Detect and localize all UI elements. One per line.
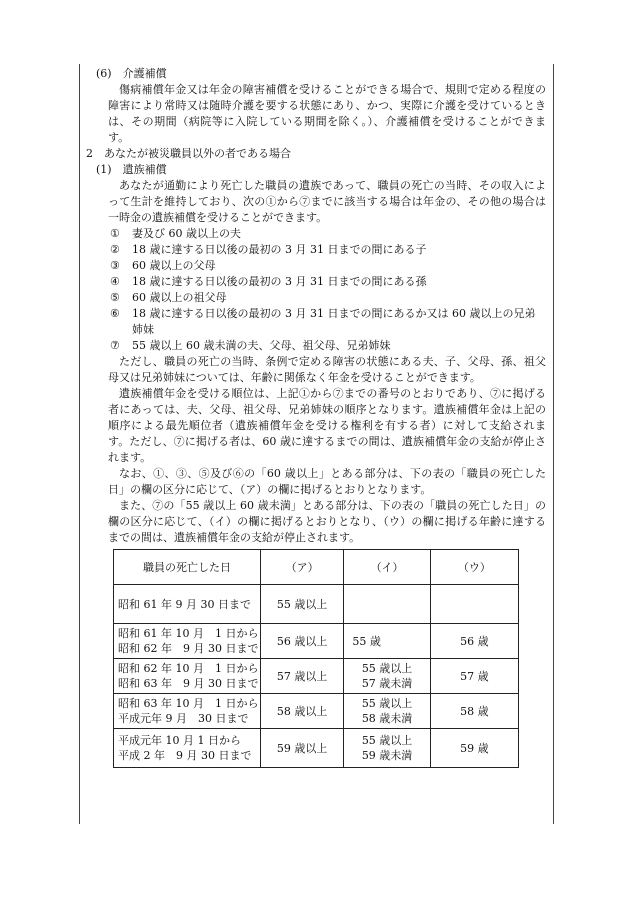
cell-i [344,694,430,729]
table-row [114,694,519,729]
item-text: 妻及び 60 歳以上の夫 [132,227,241,240]
list-item [86,290,546,306]
item-number: ⑦ [110,339,120,352]
table-row [114,624,519,659]
date-line-1: 平成元年 10 月 1 日から [118,734,241,747]
header-a: （ア） [260,550,343,585]
item-number: ⑥ [110,307,120,320]
date-line-2: 昭和 63 年 9 月 30 日まで [118,677,259,690]
item-text: 18 歳に達する日以後の最初の 3 月 31 日までの間にある子 [132,243,427,256]
list-item [86,242,546,258]
date-line-1: 昭和 62 年 10 月 1 日から [118,662,259,675]
cell-i: 55 歳 [344,624,430,659]
cell-u: 58 歳 [430,694,518,729]
cell-date [114,659,261,694]
document-body [86,66,546,546]
cell-i-line-1: 55 歳以上 [361,662,413,675]
cell-i-line-2: 58 歳未満 [361,712,413,725]
item-number: ④ [110,275,120,288]
list-item [86,338,546,354]
date-line-2: 平成元年 9 月 30 日まで [118,712,249,725]
item-text: 18 歳に達する日以後の最初の 3 月 31 日までの間にある孫 [132,275,427,288]
item-text: 60 歳以上の父母 [132,259,216,272]
date-line-1: 昭和 63 年 10 月 1 日から [118,697,259,710]
cell-i-line-1: 55 歳以上 [361,734,413,747]
header-death-date: 職員の死亡した日 [114,550,261,585]
paragraph-note-b: また、⑦の「55 歳以上 60 歳未満」とある部分は、下の表の「職員の死亡した日」の欄の区分に応じて、（イ）の欄に掲げるとおりとなり、（ウ）の欄に掲げる年齢に達するまでの間は、遺族補償年金の支給が停止されます。 [108,499,546,544]
cell-u: 57 歳 [430,659,518,694]
cell-i [344,585,430,624]
cell-u [430,585,518,624]
table-row [114,585,519,624]
cell-date [114,694,261,729]
table-row [114,659,519,694]
section-2-1-heading: (1) 遺族補償 [96,163,167,176]
item-text: 60 歳以上の祖父母 [132,291,227,304]
paragraph-note-a: なお、①、③、⑤及び⑥の「60 歳以上」とある部分は、下の表の「職員の死亡した日」の欄の区分に応じて、（ア）の欄に掲げるとおりとなります。 [108,467,546,496]
cell-date [114,585,261,624]
paragraph-priority: 遺族補償年金を受ける順位は、上記①から⑦までの番号のとおりであり、⑦に掲げる者にあっては、夫、父母、祖父母、兄弟姉妹の順序となります。遺族補償年金は上記の順序による最先順位者（遺族補償年金を受ける権利を有する者）に対して支給されます。ただし、⑦に掲げる者は、60 歳に達するまでの間は、遺族補償年金の支給が停止されます。 [108,387,546,464]
cell-a: 57 歳以上 [260,659,343,694]
header-u: （ウ） [430,550,518,585]
date-line-2: 平成 2 年 9 月 30 日まで [118,749,252,762]
age-table [113,549,519,768]
cell-i-line-2: 57 歳未満 [361,677,413,690]
item-number: ① [110,227,120,240]
list-item [86,306,546,338]
cell-u: 59 歳 [430,729,518,768]
cell-a: 55 歳以上 [260,585,343,624]
item-text: 18 歳に達する日以後の最初の 3 月 31 日までの間にあるか又は 60 歳以上の兄弟姉妹 [132,307,536,336]
header-i: （イ） [344,550,430,585]
cell-a: 58 歳以上 [260,694,343,729]
section-6-heading: (6) 介護補償 [96,67,167,80]
cell-a: 56 歳以上 [260,624,343,659]
date-line-2: 昭和 62 年 9 月 30 日まで [118,642,259,655]
item-text: 55 歳以上 60 歳未満の夫、父母、祖父母、兄弟姉妹 [132,339,391,352]
table-header-row [114,550,519,585]
cell-a: 59 歳以上 [260,729,343,768]
cell-i [344,729,430,768]
survivor-intro: あなたが通勤により死亡した職員の遺族であって、職員の死亡の当時、その収入によって生計を維持しており、次の①から⑦までに該当する場合は年金の、その他の場合は一時金の遺族補償を受けることができます。 [108,179,546,224]
section-2-heading: 2 あなたが被災職員以外の者である場合 [86,147,291,160]
item-number: ② [110,243,120,256]
cell-i-line-1: 55 歳以上 [361,697,413,710]
table-row [114,729,519,768]
section-6-body: 傷病補償年金又は年金の障害補償を受けることができる場合で、規則で定める程度の障害により常時又は随時介護を要する状態にあり、かつ、実際に介護を受けているときは、その期間（病院等に入院している期間を除く。）、介護補償を受けることができます。 [108,83,546,144]
cell-u: 56 歳 [430,624,518,659]
date-line-1: 昭和 61 年 10 月 1 日から [118,627,259,640]
item-number: ⑤ [110,291,120,304]
cell-date [114,624,261,659]
paragraph-disability: ただし、職員の死亡の当時、条例で定める障害の状態にある夫、子、父母、孫、祖父母又は兄弟姉妹については、年齢に関係なく年金を受けることができます。 [108,355,546,384]
cell-i [344,659,430,694]
date-line-1: 昭和 61 年 9 月 30 日まで [118,597,251,611]
item-number: ③ [110,259,120,272]
cell-i-line-2: 59 歳未満 [361,749,413,762]
list-item [86,258,546,274]
list-item [86,226,546,242]
list-item [86,274,546,290]
cell-date [114,729,261,768]
